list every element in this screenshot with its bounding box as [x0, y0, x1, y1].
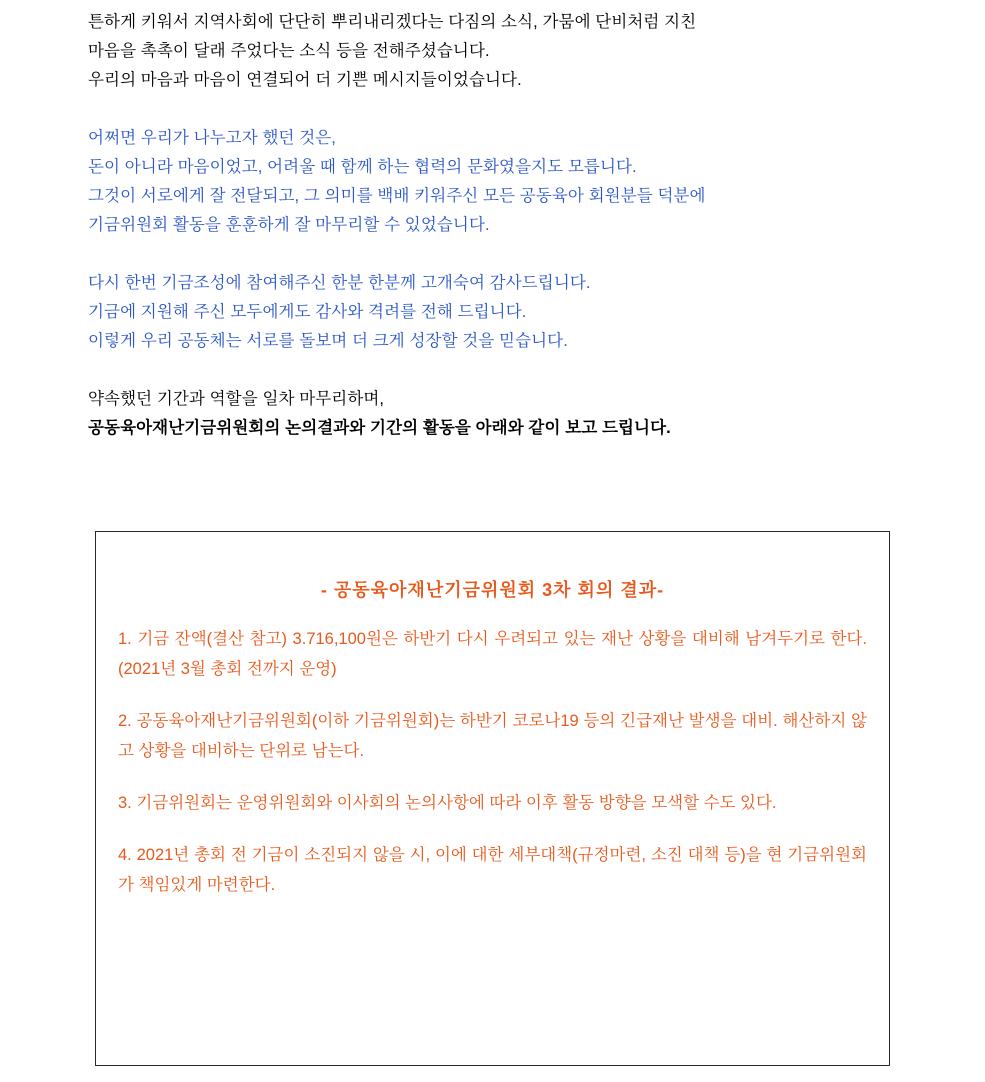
blue1-line-3: 그것이 서로에게 잘 전달되고, 그 의미를 백배 키워주신 모든 공동육아 회원분들 덕분에 — [88, 187, 706, 205]
blue2-line-2: 기금에 지원해 주신 모두에게도 감사와 격려를 전해 드립니다. — [88, 303, 527, 321]
result-item-3: 3. 기금위원회는 운영위원회와 이사회의 논의사항에 따라 이후 활동 방향을 모색할 수도 있다. — [118, 794, 777, 812]
closing-line-2: 공동육아재난기금위원회의 논의결과와 기간의 활동을 아래와 같이 보고 드립니다. — [88, 419, 671, 437]
closing-line-1: 약속했던 기간과 역할을 일차 마무리하며, — [88, 390, 385, 408]
blue1-line-2: 돈이 아니라 마음이었고, 어려울 때 함께 하는 협력의 문화였을지도 모릅니다. — [88, 158, 637, 176]
paragraph-spacer-3 — [88, 356, 925, 385]
paragraph-spacer-2 — [88, 240, 925, 269]
blue2-line-1: 다시 한번 기금조성에 참여해주신 한분 한분께 고개숙여 감사드립니다. — [88, 274, 591, 292]
meeting-result-box — [95, 531, 890, 1066]
intro-line-2: 마음을 촉촉이 달래 주었다는 소식 등을 전해주셨습니다. — [88, 42, 490, 60]
result-item-1: 1. 기금 잔액(결산 참고) 3.716,100원은 하반기 다시 우려되고 있는 재난 상황을 대비해 남겨두기로 한다. (2021년 3월 총회 전까지 운영) — [118, 630, 867, 678]
blue2-line-3: 이렇게 우리 공동체는 서로를 돌보며 더 크게 성장할 것을 믿습니다. — [88, 332, 568, 350]
intro-line-3: 우리의 마음과 마음이 연결되어 더 기쁜 메시지들이었습니다. — [88, 71, 522, 89]
blue1-line-1: 어쩌면 우리가 나누고자 했던 것은, — [88, 129, 336, 147]
blue1-line-4: 기금위원회 활동을 훈훈하게 잘 마무리할 수 있었습니다. — [88, 216, 490, 234]
result-item-2: 2. 공동육아재난기금위원회(이하 기금위원회)는 하반기 코로나19 등의 긴급재난 발생을 대비. 해산하지 않고 상황을 대비하는 단위로 남는다. — [118, 712, 867, 760]
result-item-4: 4. 2021년 총회 전 기금이 소진되지 않을 시, 이에 대한 세부대책(규정마련, 소진 대책 등)을 현 기금위원회가 책임있게 마련한다. — [118, 846, 867, 894]
result-box-title: - 공동육아재난기금위원회 3차 회의 결과- — [320, 580, 665, 600]
intro-line-1: 튼하게 키워서 지역사회에 단단히 뿌리내리겠다는 다짐의 소식, 가뭄에 단비처럼 지친 — [88, 13, 697, 31]
paragraph-spacer-1 — [88, 95, 925, 124]
